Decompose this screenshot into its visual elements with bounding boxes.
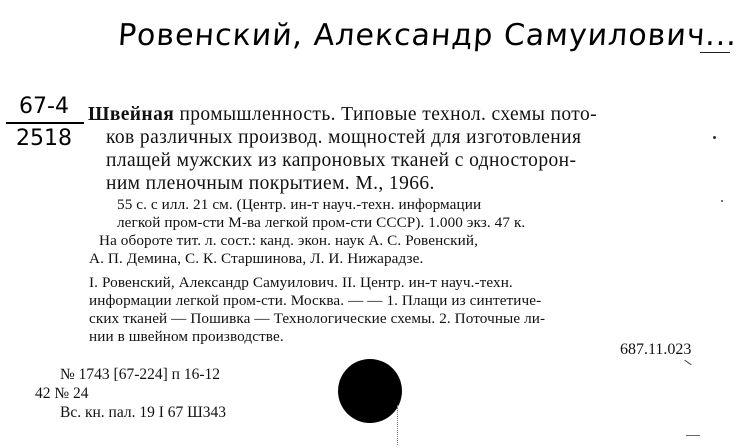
tracings-line-2: информации легкой пром-сти. Москва. — — 1. Плащи из синтетиче- — [89, 292, 542, 309]
title-bold-word: Швейная — [88, 104, 175, 125]
scan-speck — [686, 435, 700, 436]
title-line-2: ков различных производ. мощностей для изготовления — [106, 127, 582, 148]
punch-hole — [338, 359, 402, 423]
classification-number: 687.11.023 — [620, 341, 692, 358]
scan-mark — [397, 405, 399, 445]
scan-speck — [713, 136, 716, 139]
tracings-line-4: нии в швейном производстве. — [89, 328, 284, 345]
description-line-1: 55 с. с илл. 21 см. (Центр. ин-т науч.-техн. информации — [117, 196, 482, 213]
title-line-1-rest: промышленность. Типовые технол. схемы пото- — [174, 104, 598, 125]
footer-line-3: Вс. кн. пал. 19 I 67 Ш343 — [60, 404, 227, 421]
description-line-4: А. П. Демина, С. К. Старшинова, Л. И. Нижарадзе. — [89, 250, 424, 267]
shelf-mark-bottom: 2518 — [16, 126, 72, 151]
author-name: Ровенский, Александр Самуилович — [116, 18, 707, 53]
title-line-1 — [88, 104, 597, 126]
scan-speck — [721, 200, 723, 202]
scan-speck — [684, 360, 691, 365]
footer-line-1: № 1743 [67-224] п 16-12 — [60, 366, 220, 383]
footer-line-2: 42 № 24 — [35, 385, 89, 402]
title-line-4: ним пленочным покрытием. М., 1966. — [106, 173, 435, 194]
trailing-dots: ... — [704, 18, 739, 53]
description-line-3: На обороте тит. л. сост.: канд. экон. наук А. С. Ровенский, — [99, 232, 478, 249]
shelf-mark — [2, 94, 86, 152]
heading-underline — [700, 52, 730, 53]
handwritten-author-heading — [117, 18, 739, 53]
shelf-mark-top: 67-4 — [19, 94, 69, 119]
tracings-line-1: I. Ровенский, Александр Самуилович. II. Центр. ин-т науч.-техн. — [89, 274, 513, 291]
title-line-3: плащей мужских из капроновых тканей с односторон- — [106, 150, 577, 171]
description-line-2: легкой пром-сти М-ва легкой пром-сти СССР). 1.000 экз. 47 к. — [117, 214, 526, 231]
shelf-mark-divider — [6, 122, 84, 124]
tracings-line-3: ских тканей — Пошивка — Технологические схемы. 2. Поточные ли- — [89, 310, 546, 327]
